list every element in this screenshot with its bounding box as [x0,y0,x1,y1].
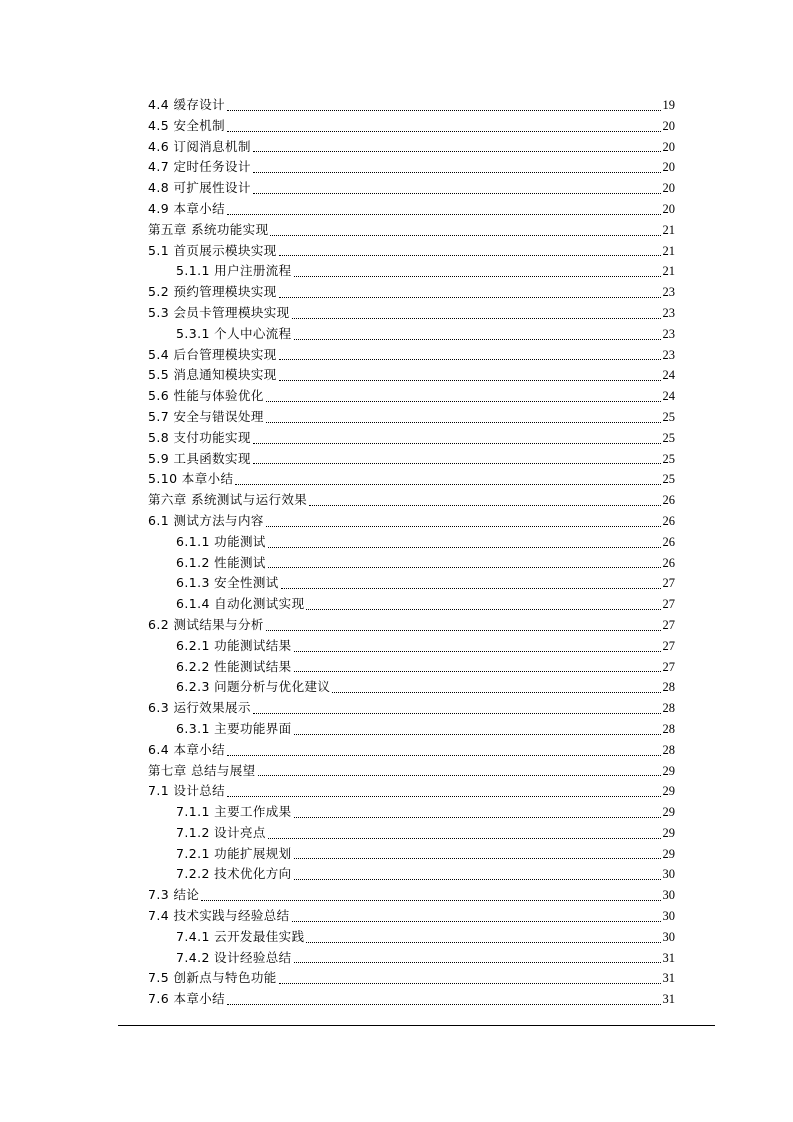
toc-entry[interactable] [148,157,675,178]
toc-entry-title: 5.7 安全与错误处理 [148,408,264,424]
toc-entry[interactable] [148,844,675,865]
toc-entry[interactable] [148,490,675,511]
toc-entry-title: 4.6 订阅消息机制 [148,138,251,154]
toc-entry-page-number: 31 [662,992,675,1007]
toc-entry[interactable] [148,365,675,386]
toc-entry-page-number: 25 [662,472,675,487]
toc-entry[interactable] [148,511,675,532]
toc-entry-title: 第七章 总结与展望 [148,762,256,778]
toc-entry[interactable] [148,386,675,407]
toc-entry[interactable] [148,989,675,1010]
toc-entry-page-number: 30 [662,909,675,924]
toc-dot-leader [266,407,661,428]
toc-entry[interactable] [148,469,675,490]
toc-dot-leader [201,885,660,906]
toc-dot-leader [268,823,661,844]
toc-entry[interactable] [148,116,675,137]
toc-entry-page-number: 29 [662,805,675,820]
toc-entry-title: 6.4 本章小结 [148,741,226,757]
toc-entry-page-number: 28 [662,742,675,757]
toc-dot-leader [279,282,661,303]
toc-entry-title: 7.4.1 云开发最佳实践 [176,928,305,944]
footer-divider [118,1025,715,1026]
toc-entry-title: 5.9 工具函数实现 [148,450,251,466]
toc-entry[interactable] [148,241,675,262]
toc-entry[interactable] [148,781,675,802]
toc-dot-leader [227,781,660,802]
toc-dot-leader [266,615,661,636]
toc-dot-leader [292,906,661,927]
toc-dot-leader [253,698,661,719]
toc-entry-page-number: 30 [662,888,675,903]
toc-entry-title: 5.1 首页展示模块实现 [148,242,277,258]
toc-entry-title: 6.2.1 功能测试结果 [176,637,292,653]
toc-entry-page-number: 30 [662,867,675,882]
toc-dot-leader [294,636,661,657]
toc-dot-leader [270,220,660,241]
toc-entry[interactable] [148,761,675,782]
toc-dot-leader [258,761,661,782]
toc-entry-title: 7.6 本章小结 [148,991,226,1007]
toc-entry-title: 7.1 设计总结 [148,783,226,799]
toc-dot-leader [279,365,661,386]
toc-dot-leader [294,802,661,823]
toc-entry-title: 6.1.1 功能测试 [176,533,266,549]
toc-entry[interactable] [148,885,675,906]
toc-entry-title: 6.1.2 性能测试 [176,554,266,570]
toc-dot-leader [279,241,661,262]
toc-entry[interactable] [148,698,675,719]
toc-entry-page-number: 21 [662,222,675,237]
toc-entry[interactable] [148,719,675,740]
toc-entry-page-number: 19 [662,98,675,112]
toc-dot-leader [227,95,660,116]
toc-dot-leader [253,178,661,199]
toc-entry-page-number: 20 [662,181,675,196]
toc-entry-title: 7.1.1 主要工作成果 [176,804,292,820]
toc-entry-title: 5.8 支付功能实现 [148,429,251,445]
toc-dot-leader [306,927,660,948]
table-of-contents [148,95,675,1010]
toc-entry-page-number: 27 [662,638,675,653]
toc-entry-page-number: 26 [662,513,675,528]
toc-entry[interactable] [148,573,675,594]
toc-entry[interactable] [148,303,675,324]
toc-dot-leader [235,469,660,490]
toc-dot-leader [253,157,661,178]
toc-dot-leader [227,199,660,220]
toc-dot-leader [266,511,661,532]
toc-entry-page-number: 20 [662,201,675,216]
toc-entry-title: 5.4 后台管理模块实现 [148,346,277,362]
toc-entry-title: 7.2.1 功能扩展规划 [176,845,292,861]
toc-entry-page-number: 23 [662,305,675,320]
toc-dot-leader [309,490,660,511]
toc-entry[interactable] [148,657,675,678]
toc-entry-title: 4.4 缓存设计 [148,97,226,112]
toc-entry-title: 6.3 运行效果展示 [148,700,251,716]
toc-entry-page-number: 23 [662,347,675,362]
toc-entry[interactable] [148,324,675,345]
toc-entry-page-number: 20 [662,139,675,154]
toc-entry-page-number: 27 [662,659,675,674]
toc-entry[interactable] [148,532,675,553]
toc-entry-title: 5.6 性能与体验优化 [148,388,264,404]
toc-dot-leader [292,303,661,324]
toc-entry-title: 5.1.1 用户注册流程 [176,263,292,279]
toc-entry-page-number: 27 [662,576,675,591]
toc-entry-title: 6.2.3 问题分析与优化建议 [176,679,331,695]
toc-entry-page-number: 28 [662,680,675,695]
toc-entry[interactable] [148,428,675,449]
toc-dot-leader [279,968,661,989]
toc-entry-title: 5.10 本章小结 [148,471,234,487]
toc-entry-page-number: 25 [662,409,675,424]
toc-dot-leader [332,677,660,698]
toc-entry-title: 6.1.3 安全性测试 [176,575,279,591]
toc-entry[interactable] [148,282,675,303]
toc-dot-leader [227,116,660,137]
toc-entry[interactable] [148,345,675,366]
toc-entry-page-number: 25 [662,451,675,466]
toc-entry-title: 6.1 测试方法与内容 [148,512,264,528]
toc-entry-title: 4.5 安全机制 [148,117,226,133]
toc-entry[interactable] [148,553,675,574]
toc-entry[interactable] [148,823,675,844]
toc-dot-leader [306,594,660,615]
toc-entry-page-number: 27 [662,617,675,632]
toc-dot-leader [294,864,661,885]
toc-dot-leader [294,719,661,740]
toc-entry-page-number: 21 [662,264,675,279]
toc-entry-page-number: 29 [662,846,675,861]
toc-dot-leader [268,532,661,553]
toc-dot-leader [227,989,660,1010]
toc-entry[interactable] [148,95,675,116]
toc-entry-page-number: 24 [662,368,675,383]
toc-entry-title: 第六章 系统测试与运行效果 [148,492,308,508]
toc-entry-page-number: 29 [662,763,675,778]
toc-dot-leader [279,345,661,366]
toc-entry-title: 4.8 可扩展性设计 [148,180,251,196]
toc-entry[interactable] [148,864,675,885]
toc-entry-page-number: 29 [662,825,675,840]
toc-entry[interactable] [148,594,675,615]
toc-entry[interactable] [148,968,675,989]
toc-dot-leader [253,137,661,158]
toc-entry-page-number: 30 [662,929,675,944]
toc-entry-page-number: 20 [662,160,675,175]
toc-entry-page-number: 26 [662,534,675,549]
toc-dot-leader [294,324,661,345]
toc-entry-title: 7.1.2 设计亮点 [176,824,266,840]
toc-entry-page-number: 26 [662,555,675,570]
toc-entry[interactable] [148,927,675,948]
toc-entry-page-number: 27 [662,597,675,612]
toc-entry[interactable] [148,137,675,158]
toc-dot-leader [227,740,660,761]
toc-entry[interactable] [148,615,675,636]
toc-entry-title: 6.3.1 主要功能界面 [176,720,292,736]
toc-entry-title: 6.2 测试结果与分析 [148,616,264,632]
toc-dot-leader [268,553,661,574]
toc-entry-page-number: 25 [662,430,675,445]
toc-entry-page-number: 24 [662,389,675,404]
toc-entry-title: 5.2 预约管理模块实现 [148,284,277,300]
toc-entry-page-number: 23 [662,326,675,341]
toc-entry-page-number: 21 [662,243,675,258]
toc-entry-page-number: 29 [662,784,675,799]
toc-entry[interactable] [148,677,675,698]
toc-entry-title: 6.1.4 自动化测试实现 [176,596,305,612]
toc-entry-page-number: 26 [662,493,675,508]
toc-dot-leader [294,261,661,282]
toc-entry[interactable] [148,199,675,220]
toc-entry-title: 7.5 创新点与特色功能 [148,970,277,986]
toc-entry-title: 5.5 消息通知模块实现 [148,367,277,383]
toc-entry[interactable] [148,407,675,428]
toc-entry-page-number: 28 [662,701,675,716]
toc-entry-page-number: 31 [662,971,675,986]
toc-entry-title: 第五章 系统功能实现 [148,221,269,237]
toc-entry-title: 6.2.2 性能测试结果 [176,658,292,674]
toc-entry[interactable] [148,906,675,927]
toc-dot-leader [281,573,661,594]
toc-dot-leader [253,449,661,470]
toc-entry-title: 5.3.1 个人中心流程 [176,325,292,341]
toc-entry-title: 7.2.2 技术优化方向 [176,866,292,882]
toc-entry[interactable] [148,948,675,969]
toc-entry-page-number: 28 [662,721,675,736]
toc-dot-leader [266,386,661,407]
toc-entry-title: 4.7 定时任务设计 [148,159,251,175]
toc-entry-title: 4.9 本章小结 [148,200,226,216]
toc-entry[interactable] [148,220,675,241]
toc-entry-title: 7.3 结论 [148,887,200,903]
toc-entry-title: 5.3 会员卡管理模块实现 [148,304,290,320]
toc-entry[interactable] [148,449,675,470]
toc-entry-page-number: 20 [662,118,675,133]
toc-dot-leader [294,948,661,969]
toc-entry-title: 7.4 技术实践与经验总结 [148,908,290,924]
toc-dot-leader [294,657,661,678]
toc-entry[interactable] [148,636,675,657]
toc-entry[interactable] [148,740,675,761]
toc-entry-page-number: 23 [662,285,675,300]
toc-entry[interactable] [148,178,675,199]
toc-entry[interactable] [148,261,675,282]
toc-entry[interactable] [148,802,675,823]
toc-dot-leader [294,844,661,865]
toc-dot-leader [253,428,661,449]
toc-entry-page-number: 31 [662,950,675,965]
toc-entry-title: 7.4.2 设计经验总结 [176,949,292,965]
